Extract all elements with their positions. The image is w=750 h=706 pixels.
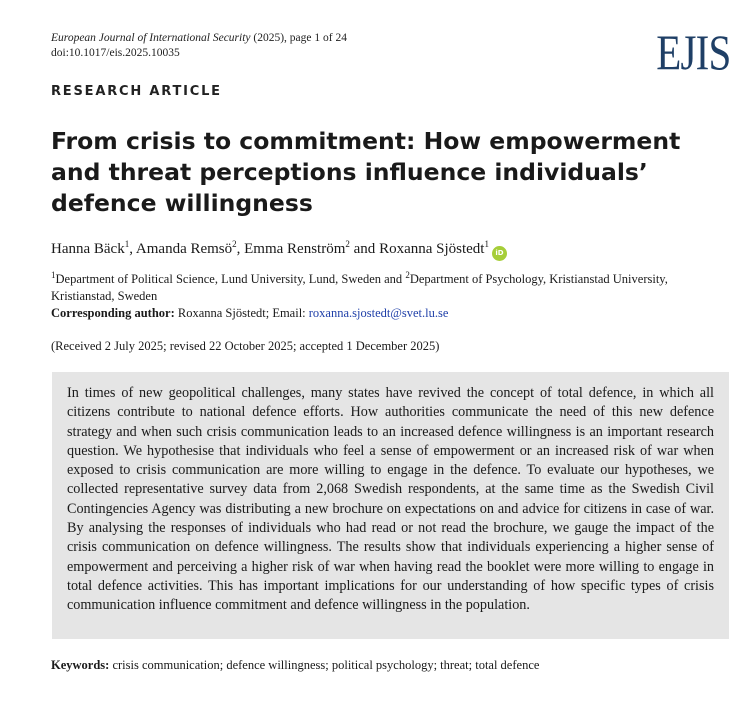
orcid-icon[interactable]: iD bbox=[492, 246, 507, 261]
author-name[interactable]: Emma Renström bbox=[244, 241, 346, 257]
email-link[interactable]: roxanna.sjostedt@svet.lu.se bbox=[308, 306, 449, 320]
journal-name: European Journal of International Security bbox=[51, 32, 251, 44]
journal-header bbox=[51, 31, 347, 61]
corresponding-author bbox=[51, 305, 448, 322]
submission-dates: (Received 2 July 2025; revised 22 October 2025; accepted 1 December 2025) bbox=[51, 339, 440, 353]
journal-pages: (2025), page 1 of 24 bbox=[250, 32, 347, 44]
journal-citation bbox=[51, 31, 347, 46]
author-name[interactable]: Amanda Remsö bbox=[135, 241, 233, 257]
author-separator: and bbox=[349, 241, 380, 257]
affiliation-text: Department of Psychology, Kristianstad University, Kristianstad, Sweden bbox=[51, 272, 668, 303]
affiliation-text: Department of Political Science, Lund University, Lund, Sweden and bbox=[55, 272, 406, 286]
journal-logo: EJIS bbox=[655, 24, 730, 80]
corresponding-name: Roxanna Sjöstedt; Email: bbox=[174, 306, 309, 320]
affiliation-mark: 1 bbox=[51, 269, 56, 280]
article-title: From crisis to commitment: How empowerment and threat perceptions influence individuals’ defence willingness bbox=[51, 127, 681, 217]
keywords bbox=[51, 657, 539, 674]
corresponding-label: Corresponding author: bbox=[51, 306, 175, 320]
keywords-label: Keywords: bbox=[51, 658, 110, 672]
doi: doi:10.1017/eis.2025.10035 bbox=[51, 47, 180, 59]
abstract: In times of new geopolitical challenges, many states have revived the concept of total defence, in which all citizens contribute to national defence efforts. How authorities communicate the need of this new defence strategy and when such crisis communication leads to an increased defence willingness is an important research question. We hypothesise that individuals who feel a sense of empowerment or an increased risk of war when exposed to crisis communication are more willing to engage in the defence. To evaluate our hypotheses, we collected representative survey data from 2,068 Swedish respondents, at the same time as the Swedish Civil Contingencies Agency was distributing a new brochure on expectations on and advice for citizens in case of war. By analysing the responses of individuals who had read or not read the brochure, we gauge the impact of the crisis communication on defence willingness. The results show that individuals experiencing a higher sense of empowerment and perceiving a higher risk of war when having read the booklet were more willing to engage in total defence activities. This has important implications for our understanding of how specific types of crisis communication influence commitment and defence willingness in the population. bbox=[52, 372, 729, 639]
article-type: RESEARCH ARTICLE bbox=[51, 84, 222, 99]
author-name[interactable]: Hanna Bäck bbox=[51, 241, 125, 257]
author-affiliation-mark: 2 bbox=[232, 239, 237, 249]
affiliations bbox=[51, 271, 731, 305]
author-affiliation-mark: 2 bbox=[345, 239, 350, 249]
author-name[interactable]: Roxanna Sjöstedt bbox=[379, 241, 485, 257]
author-separator: , bbox=[129, 241, 136, 257]
author-separator: , bbox=[236, 241, 245, 257]
affiliation-mark: 2 bbox=[405, 269, 410, 280]
author-list bbox=[51, 238, 507, 261]
author-affiliation-mark: 1 bbox=[124, 239, 130, 249]
author-affiliation-mark: 1 bbox=[484, 239, 489, 249]
keywords-text: crisis communication; defence willingness; political psychology; threat; total defence bbox=[109, 658, 540, 672]
